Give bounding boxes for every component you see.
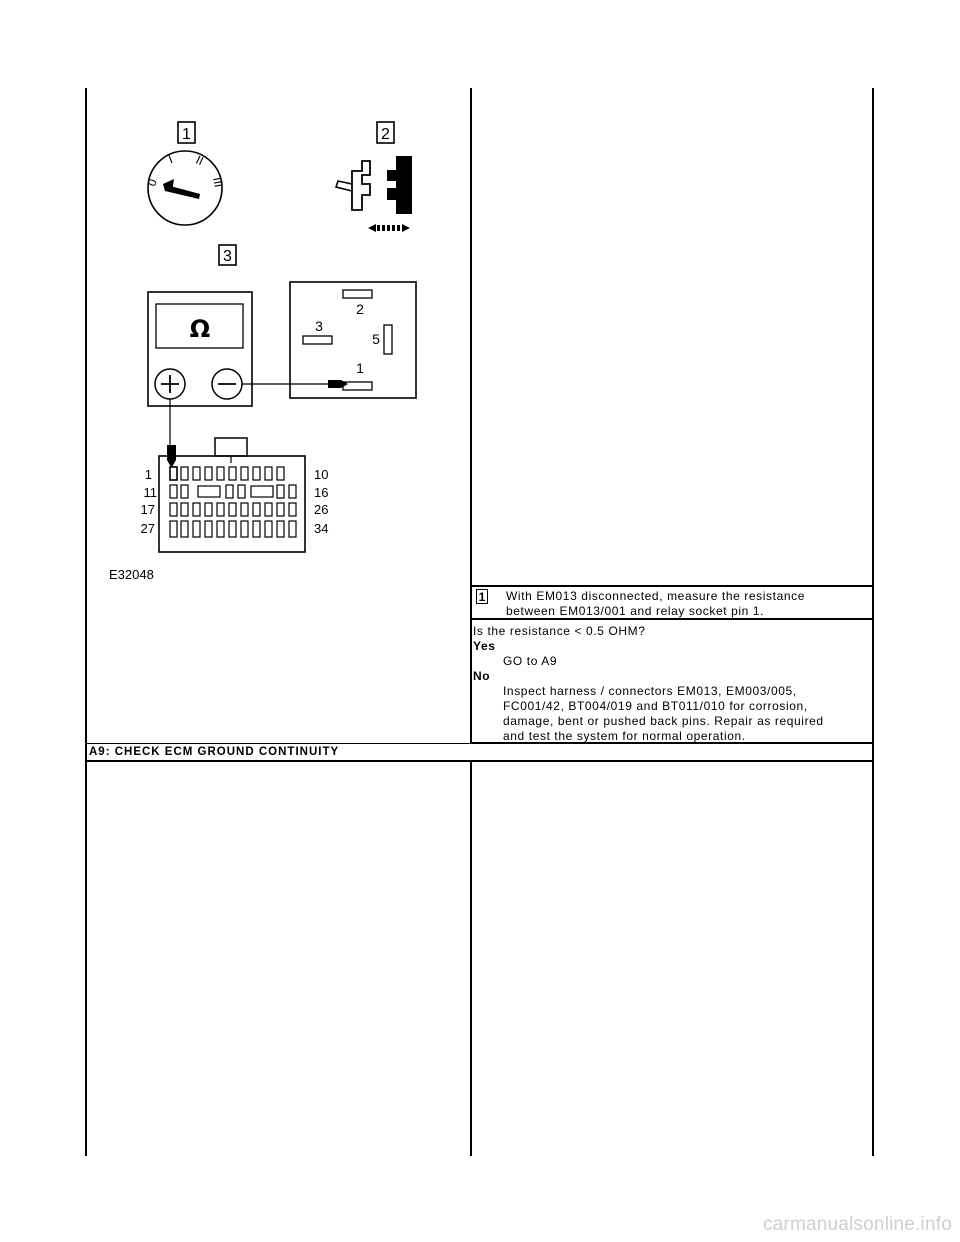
- section-title: A9: CHECK ECM GROUND CONTINUITY: [89, 746, 340, 758]
- frame-left-border: [85, 88, 87, 1156]
- frame-mid-divider-top: [470, 88, 472, 744]
- yes-action: GO to A9: [503, 654, 558, 668]
- left-cell-bottom-border: [86, 743, 472, 744]
- callout-2: [377, 122, 394, 143]
- no-label: No: [473, 669, 491, 683]
- switch-mark-2: II: [193, 152, 206, 169]
- callout-3-label: 3: [223, 248, 232, 265]
- connector-label-34: 34: [314, 521, 329, 536]
- relay-pin-2-label: 2: [356, 301, 364, 317]
- relay-pin-5-label: 5: [372, 331, 380, 347]
- no-action-line-4: and test the system for normal operation.: [503, 729, 746, 743]
- frame-mid-divider-bottom: [470, 762, 472, 1156]
- switch-mark-1: I: [166, 152, 175, 167]
- step-instruction: [506, 589, 866, 619]
- connector-disconnect-icon: [336, 156, 412, 232]
- connector-label-16: 16: [314, 485, 329, 500]
- callout-1-label: 1: [182, 126, 191, 143]
- no-action-line-1: Inspect harness / connectors EM013, EM003/005,: [503, 684, 797, 698]
- no-action-line-2: FC001/42, BT004/019 and BT011/010 for corrosion,: [503, 699, 808, 713]
- relay-socket-icon: [290, 282, 416, 398]
- ohmmeter-icon: [148, 292, 252, 406]
- step-number-box: 1: [476, 589, 488, 604]
- ohm-symbol: Ω: [189, 315, 211, 343]
- connector-label-1: 1: [144, 467, 152, 482]
- ignition-switch-icon: [145, 151, 226, 225]
- step-instruction-line-1: With EM013 disconnected, measure the resistance: [506, 589, 806, 603]
- question-block: [473, 624, 868, 744]
- connector-row-1: [170, 467, 284, 480]
- positive-probe-lead: [167, 399, 176, 468]
- no-action-line-3: damage, bent or pushed back pins. Repair as required: [503, 714, 824, 728]
- section-row-bottom-border: [86, 760, 873, 762]
- connector-row-2: [170, 485, 296, 498]
- connector-label-26: 26: [314, 502, 329, 517]
- step-instruction-line-2: between EM013/001 and relay socket pin 1.: [506, 604, 765, 618]
- negative-probe-lead: [242, 380, 348, 388]
- figure-id: E32048: [109, 567, 154, 582]
- connector-row-4: [170, 521, 296, 537]
- connector-row-3: [170, 503, 296, 516]
- relay-pin-1-label: 1: [356, 360, 364, 376]
- question-text: Is the resistance < 0.5 OHM?: [473, 624, 646, 638]
- step-row-top-border: [471, 585, 873, 587]
- frame-right-border: [872, 88, 874, 1156]
- connector-label-10: 10: [314, 467, 329, 482]
- yes-label: Yes: [473, 639, 496, 653]
- switch-mark-0: 0: [144, 177, 160, 189]
- connector-label-27: 27: [140, 521, 155, 536]
- switch-mark-3: III: [210, 176, 226, 189]
- watermark: carmanualsonline.info: [762, 1214, 952, 1235]
- relay-pin-3-label: 3: [315, 318, 323, 334]
- callout-3: [219, 245, 236, 265]
- test-diagram: [90, 88, 470, 584]
- connector-label-11: 11: [143, 485, 157, 500]
- callout-1: [178, 122, 195, 143]
- callout-2-label: 2: [381, 126, 390, 143]
- connector-label-17: 17: [140, 502, 155, 517]
